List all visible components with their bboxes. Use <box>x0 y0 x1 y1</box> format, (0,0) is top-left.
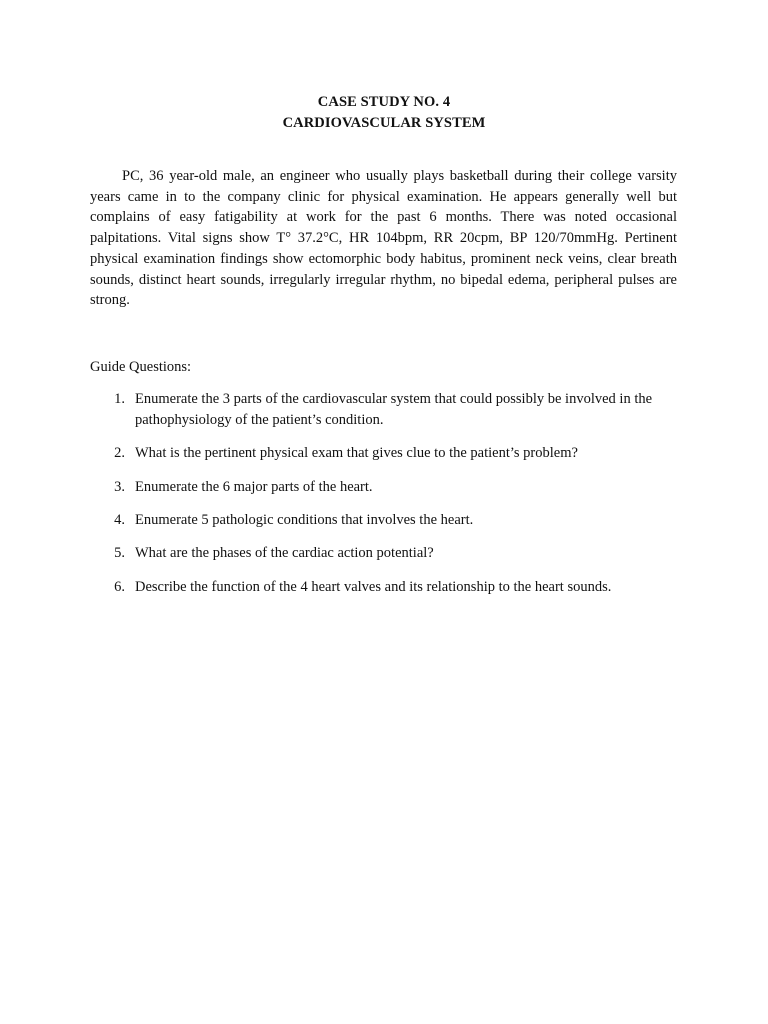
question-number: 1. <box>114 391 125 407</box>
question-text: Enumerate 5 pathologic conditions that involves the heart. <box>135 512 474 528</box>
question-text: What are the phases of the cardiac action potential? <box>135 545 434 561</box>
question-number: 3. <box>114 479 125 495</box>
question-number: 4. <box>114 512 125 528</box>
question-number: 6. <box>114 579 125 595</box>
question-text: Enumerate the 6 major parts of the heart. <box>135 479 373 495</box>
case-study-title: CASE STUDY NO. 4 <box>317 94 451 110</box>
case-study-subtitle: CARDIOVASCULAR SYSTEM <box>282 115 486 131</box>
guide-questions-heading: Guide Questions: <box>90 359 192 375</box>
question-number: 2. <box>114 445 125 461</box>
question-text: What is the pertinent physical exam that gives clue to the patient’s problem? <box>135 445 578 461</box>
question-number: 5. <box>114 545 125 561</box>
question-text: Describe the function of the 4 heart valves and its relationship to the heart sounds. <box>135 579 612 595</box>
question-text: Enumerate the 3 parts of the cardiovascular system that could possibly be involved in the pathophysiology of the patient’s condition. <box>135 391 653 428</box>
case-description-paragraph: PC, 36 year-old male, an engineer who usually plays basketball during their college varsity years came in to the company clinic for physical examination. He appears generally well but complains of easy fatigability at work for the past 6 months. There was noted occasional palpitations. Vital signs show T° 37.2°C, HR 104bpm, RR 20cpm, BP 120/70mmHg. Pertinent physical examination findings show ectomorphic body habitus, prominent neck veins, clear breath sounds, distinct heart sounds, irregularly irregular rhythm, no bipedal edema, peripheral pulses are strong. <box>90 168 677 309</box>
